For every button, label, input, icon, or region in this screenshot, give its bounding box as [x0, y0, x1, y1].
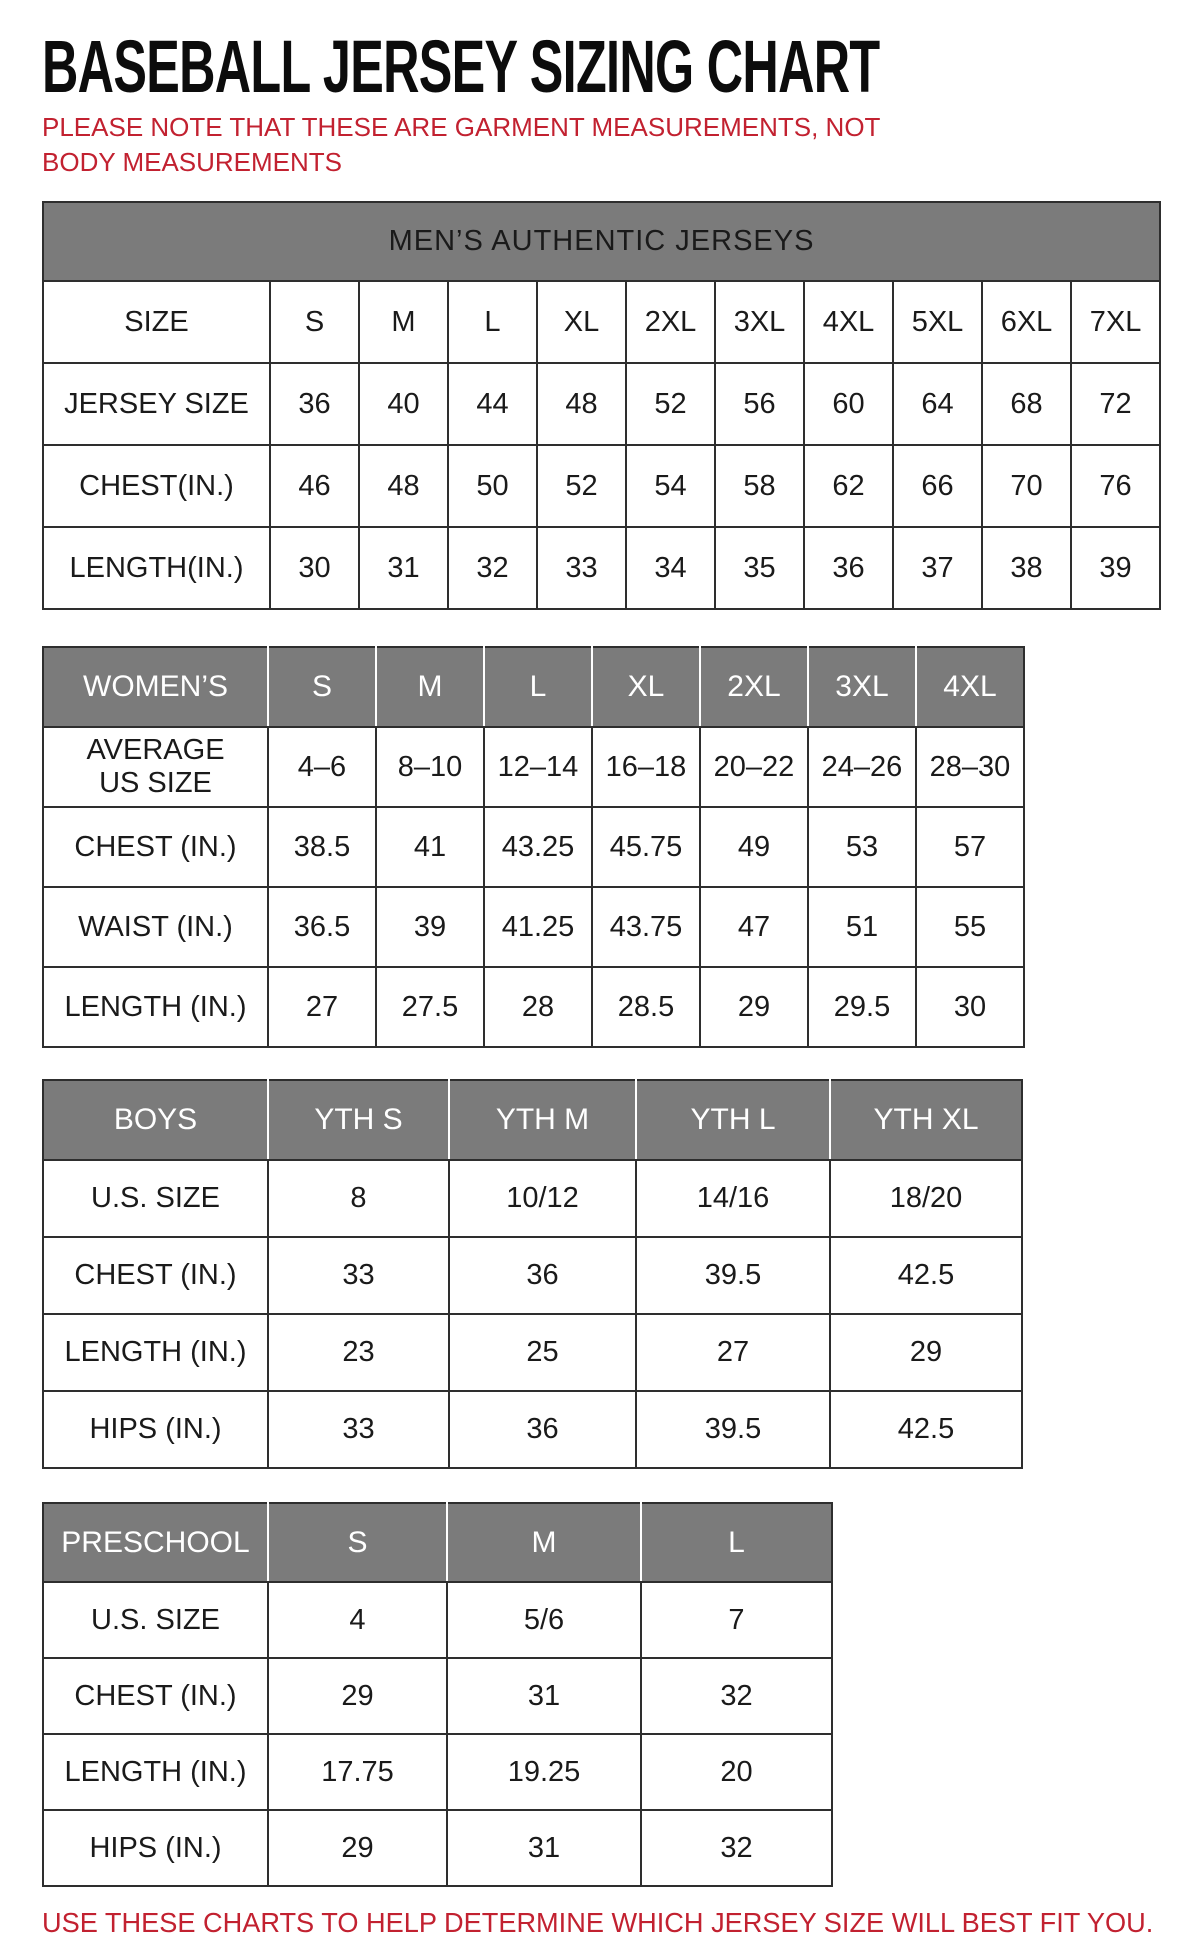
value-cell: 18/20 [830, 1160, 1022, 1237]
row-label: HIPS (IN.) [43, 1391, 268, 1468]
value-cell: 27.5 [376, 967, 484, 1047]
column-header: YTH S [268, 1080, 449, 1160]
value-cell: 16–18 [592, 727, 700, 807]
column-header: L [448, 281, 537, 363]
value-cell: 33 [268, 1391, 449, 1468]
value-cell: 27 [636, 1314, 830, 1391]
value-cell: 62 [804, 445, 893, 527]
column-header: BOYS [43, 1080, 268, 1160]
value-cell: 31 [359, 527, 448, 609]
column-header: XL [592, 647, 700, 727]
column-header: 4XL [916, 647, 1024, 727]
value-cell: 33 [537, 527, 626, 609]
table-row [43, 363, 1160, 445]
value-cell: 50 [448, 445, 537, 527]
value-cell: 48 [359, 445, 448, 527]
value-cell: 36 [449, 1391, 636, 1468]
value-cell: 52 [537, 445, 626, 527]
value-cell: 29 [268, 1658, 447, 1734]
value-cell: 20 [641, 1734, 832, 1810]
table-row [43, 1391, 1022, 1468]
value-cell: 38.5 [268, 807, 376, 887]
value-cell: 39 [1071, 527, 1160, 609]
value-cell: 32 [641, 1810, 832, 1886]
value-cell: 60 [804, 363, 893, 445]
row-label: WAIST (IN.) [43, 887, 268, 967]
value-cell: 23 [268, 1314, 449, 1391]
value-cell: 56 [715, 363, 804, 445]
row-label: CHEST (IN.) [43, 807, 268, 887]
value-cell: 38 [982, 527, 1071, 609]
value-cell: 44 [448, 363, 537, 445]
value-cell: 39.5 [636, 1237, 830, 1314]
row-label: AVERAGE US SIZE [43, 727, 268, 807]
table-row [43, 807, 1024, 887]
value-cell: 66 [893, 445, 982, 527]
page-title-text: BASEBALL JERSEY SIZING CHART [42, 25, 880, 108]
column-header: 5XL [893, 281, 982, 363]
table-row [43, 527, 1160, 609]
value-cell: 37 [893, 527, 982, 609]
column-header: S [270, 281, 359, 363]
value-cell: 36.5 [268, 887, 376, 967]
column-header: S [268, 647, 376, 727]
column-header: 3XL [715, 281, 804, 363]
value-cell: 39.5 [636, 1391, 830, 1468]
value-cell: 55 [916, 887, 1024, 967]
value-cell: 68 [982, 363, 1071, 445]
table-row [43, 1582, 832, 1658]
value-cell: 30 [916, 967, 1024, 1047]
value-cell: 43.75 [592, 887, 700, 967]
table-row [43, 445, 1160, 527]
value-cell: 4 [268, 1582, 447, 1658]
mens-authentic-jerseys-table [42, 201, 1161, 610]
value-cell: 8 [268, 1160, 449, 1237]
value-cell: 5/6 [447, 1582, 641, 1658]
column-header: YTH M [449, 1080, 636, 1160]
row-label: U.S. SIZE [43, 1582, 268, 1658]
value-cell: 17.75 [268, 1734, 447, 1810]
column-header: SIZE [43, 281, 270, 363]
value-cell: 32 [641, 1658, 832, 1734]
table-row [43, 647, 1024, 727]
value-cell: 70 [982, 445, 1071, 527]
value-cell: 28 [484, 967, 592, 1047]
value-cell: 19.25 [447, 1734, 641, 1810]
value-cell: 12–14 [484, 727, 592, 807]
table-row [43, 1237, 1022, 1314]
value-cell: 28–30 [916, 727, 1024, 807]
value-cell: 28.5 [592, 967, 700, 1047]
mens-table-banner: MEN’S AUTHENTIC JERSEYS [43, 202, 1160, 281]
value-cell: 36 [804, 527, 893, 609]
value-cell: 39 [376, 887, 484, 967]
value-cell: 34 [626, 527, 715, 609]
value-cell: 45.75 [592, 807, 700, 887]
row-label: CHEST(IN.) [43, 445, 270, 527]
value-cell: 53 [808, 807, 916, 887]
value-cell: 42.5 [830, 1391, 1022, 1468]
value-cell: 31 [447, 1658, 641, 1734]
value-cell: 43.25 [484, 807, 592, 887]
value-cell: 54 [626, 445, 715, 527]
row-label: U.S. SIZE [43, 1160, 268, 1237]
column-header: 4XL [804, 281, 893, 363]
fit-advice-footer: USE THESE CHARTS TO HELP DETERMINE WHICH JERSEY SIZE WILL BEST FIT YOU. [42, 1907, 1154, 1939]
value-cell: 49 [700, 807, 808, 887]
value-cell: 27 [268, 967, 376, 1047]
column-header: L [641, 1503, 832, 1582]
table-row [43, 1658, 832, 1734]
value-cell: 41 [376, 807, 484, 887]
row-label: LENGTH (IN.) [43, 967, 268, 1047]
value-cell: 24–26 [808, 727, 916, 807]
row-label: LENGTH (IN.) [43, 1734, 268, 1810]
value-cell: 42.5 [830, 1237, 1022, 1314]
value-cell: 35 [715, 527, 804, 609]
column-header: 2XL [626, 281, 715, 363]
column-header: XL [537, 281, 626, 363]
value-cell: 41.25 [484, 887, 592, 967]
column-header: YTH L [636, 1080, 830, 1160]
row-label: HIPS (IN.) [43, 1810, 268, 1886]
value-cell: 76 [1071, 445, 1160, 527]
table-row [43, 202, 1160, 281]
value-cell: 29 [700, 967, 808, 1047]
column-header: 6XL [982, 281, 1071, 363]
column-header: M [359, 281, 448, 363]
value-cell: 32 [448, 527, 537, 609]
column-header: YTH XL [830, 1080, 1022, 1160]
value-cell: 25 [449, 1314, 636, 1391]
value-cell: 20–22 [700, 727, 808, 807]
value-cell: 51 [808, 887, 916, 967]
column-header: M [447, 1503, 641, 1582]
table-row [43, 281, 1160, 363]
row-label: LENGTH(IN.) [43, 527, 270, 609]
boys-table [42, 1079, 1023, 1469]
column-header: 2XL [700, 647, 808, 727]
column-header: 7XL [1071, 281, 1160, 363]
value-cell: 29 [830, 1314, 1022, 1391]
table-row [43, 967, 1024, 1047]
table-row [43, 1314, 1022, 1391]
table-row [43, 1080, 1022, 1160]
value-cell: 36 [270, 363, 359, 445]
value-cell: 7 [641, 1582, 832, 1658]
value-cell: 30 [270, 527, 359, 609]
table-row [43, 1734, 832, 1810]
row-label: CHEST (IN.) [43, 1658, 268, 1734]
womens-table [42, 646, 1025, 1048]
row-label: JERSEY SIZE [43, 363, 270, 445]
value-cell: 40 [359, 363, 448, 445]
value-cell: 52 [626, 363, 715, 445]
column-header: M [376, 647, 484, 727]
row-label: LENGTH (IN.) [43, 1314, 268, 1391]
column-header: S [268, 1503, 447, 1582]
value-cell: 10/12 [449, 1160, 636, 1237]
preschool-table [42, 1502, 833, 1887]
value-cell: 72 [1071, 363, 1160, 445]
value-cell: 33 [268, 1237, 449, 1314]
value-cell: 4–6 [268, 727, 376, 807]
value-cell: 64 [893, 363, 982, 445]
value-cell: 29.5 [808, 967, 916, 1047]
value-cell: 48 [537, 363, 626, 445]
column-header: 3XL [808, 647, 916, 727]
column-header: WOMEN’S [43, 647, 268, 727]
table-row [43, 1503, 832, 1582]
page-title [42, 25, 1160, 108]
table-row [43, 1160, 1022, 1237]
row-label: CHEST (IN.) [43, 1237, 268, 1314]
value-cell: 46 [270, 445, 359, 527]
column-header: PRESCHOOL [43, 1503, 268, 1582]
value-cell: 8–10 [376, 727, 484, 807]
value-cell: 58 [715, 445, 804, 527]
value-cell: 47 [700, 887, 808, 967]
column-header: L [484, 647, 592, 727]
value-cell: 29 [268, 1810, 447, 1886]
value-cell: 57 [916, 807, 1024, 887]
value-cell: 14/16 [636, 1160, 830, 1237]
value-cell: 31 [447, 1810, 641, 1886]
value-cell: 36 [449, 1237, 636, 1314]
table-row [43, 1810, 832, 1886]
garment-measurements-note: PLEASE NOTE THAT THESE ARE GARMENT MEASUREMENTS, NOT BODY MEASUREMENTS [42, 112, 880, 178]
table-row [43, 727, 1024, 807]
table-row [43, 887, 1024, 967]
